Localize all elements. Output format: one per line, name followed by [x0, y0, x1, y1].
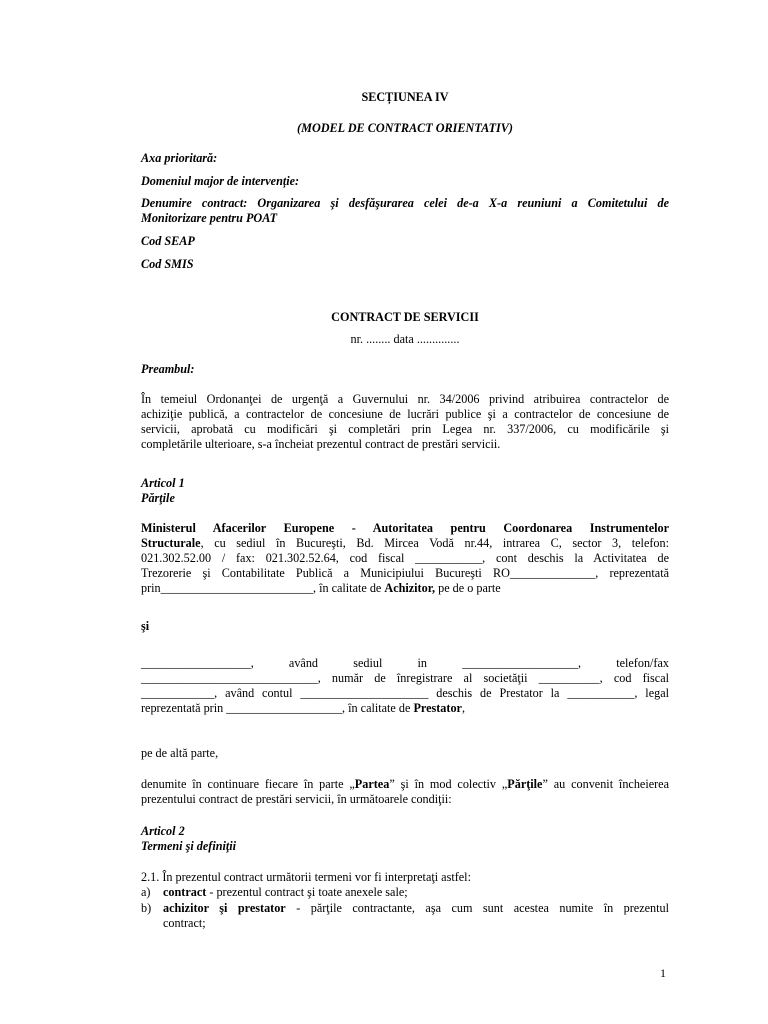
partile-term: Părţile — [507, 777, 543, 791]
denumite-text: ” şi în mod colectiv „ — [389, 777, 508, 791]
article2-number: Articol 2 — [141, 824, 185, 838]
page-number: 1 — [660, 966, 666, 980]
denumite-text: ” au convenit încheierea — [542, 777, 669, 791]
definition-item — [141, 885, 669, 900]
party1-line1: Ministerul Afacerilor Europene - Autoritatea pentru Coordonarea Instrumentelor — [141, 521, 669, 535]
preambul-line: achiziţie publică, a contractelor de concesiune de lucrări publice şi a contractelor de concesiune de — [141, 407, 669, 421]
conjunction-si: şi — [141, 619, 150, 633]
section-title: SECȚIUNEA IV — [361, 90, 449, 104]
definition-text: - părţile contractante, aşa cum sunt acestea numite în prezentul — [285, 901, 669, 915]
axa-prioritara-label: Axa prioritară: — [141, 151, 218, 165]
partea-term: Partea — [354, 777, 390, 791]
party1-address: , cu sediul în Bucureşti, Bd. Mircea Vodă nr.44, intrarea C, sector 3, telefon: — [200, 536, 669, 550]
party2-rep: reprezentată prin ___________________, în calitate de — [141, 701, 414, 715]
contract-number: nr. ........ data .............. — [350, 332, 460, 346]
preambul-line: completările ulterioare, s-a încheiat prezentul contract de prestări servicii. — [141, 437, 501, 451]
party1-end: pe de o parte — [435, 581, 501, 595]
party2-line2: _____________________________, număr de înregistrare al societăţii __________, cod fiscal — [141, 671, 669, 685]
other-party-line: pe de altă parte, — [141, 746, 219, 760]
preambul-line: În temeiul Ordonanţei de urgenţă a Guvernului nr. 34/2006 privind atribuirea contractelor de — [141, 392, 669, 406]
cod-seap-label: Cod SEAP — [141, 234, 195, 248]
article2-intro: 2.1. În prezentul contract următorii termeni vor fi interpretaţi astfel: — [141, 870, 471, 884]
list-marker: b) — [141, 901, 152, 915]
party1-rep: prin_________________________, în calitate de — [141, 581, 385, 595]
denumite-line2: prezentului contract de prestări servicii, în următoarele condiţii: — [141, 792, 452, 806]
definition-text: - prezentul contract şi toate anexele sale; — [206, 885, 408, 899]
denumire-contract-line1: Denumire contract: Organizarea şi desfăşurarea celei de-a X-a reuniuni a Comitetului de — [141, 196, 669, 210]
party2-line3: ____________, având contul _____________________ deschis de Prestator la ___________, legal — [141, 686, 669, 700]
cod-smis-label: Cod SMIS — [141, 257, 194, 271]
party2-end: , — [461, 701, 465, 715]
definition-item-continuation: contract; — [163, 916, 206, 930]
domeniu-label: Domeniul major de intervenție: — [141, 174, 300, 188]
denumite-line1 — [141, 777, 669, 792]
party1-line2 — [141, 536, 669, 551]
definition-term: contract — [163, 885, 207, 899]
definition-item — [141, 901, 669, 916]
preambul-title: Preambul: — [141, 362, 195, 376]
denumite-text: denumite în continuare fiecare în parte „ — [141, 777, 355, 791]
model-title: (MODEL DE CONTRACT ORIENTATIV) — [297, 121, 513, 135]
party2-line4 — [141, 701, 669, 716]
contract-title: CONTRACT DE SERVICII — [331, 310, 479, 324]
definition-term: achizitor şi prestator — [163, 901, 286, 915]
article1-title: Părţile — [141, 491, 175, 505]
party1-line4: Trezorerie şi Contabilitate Publică a Municipiului Bucureşti RO______________, reprezentată — [141, 566, 669, 580]
preambul-line: servicii, aprobată cu modificări şi completări prin Legea nr. 337/2006, cu modificările şi — [141, 422, 669, 436]
achizitor-label: Achizitor, — [384, 581, 436, 595]
party1-name-end: Structurale — [141, 536, 201, 550]
list-marker: a) — [141, 885, 151, 899]
denumire-contract-line2: Monitorizare pentru POAT — [141, 211, 278, 225]
party2-line1: __________________, având sediul in ___________________, telefon/fax — [141, 656, 669, 670]
article1-number: Articol 1 — [141, 476, 185, 490]
prestator-label: Prestator — [413, 701, 462, 715]
party1-line3: 021.302.52.00 / fax: 021.302.52.64, cod fiscal ___________, cont deschis la Activitatea de — [141, 551, 669, 565]
article2-title: Termeni şi definiţii — [141, 839, 237, 853]
party1-line5 — [141, 581, 669, 596]
